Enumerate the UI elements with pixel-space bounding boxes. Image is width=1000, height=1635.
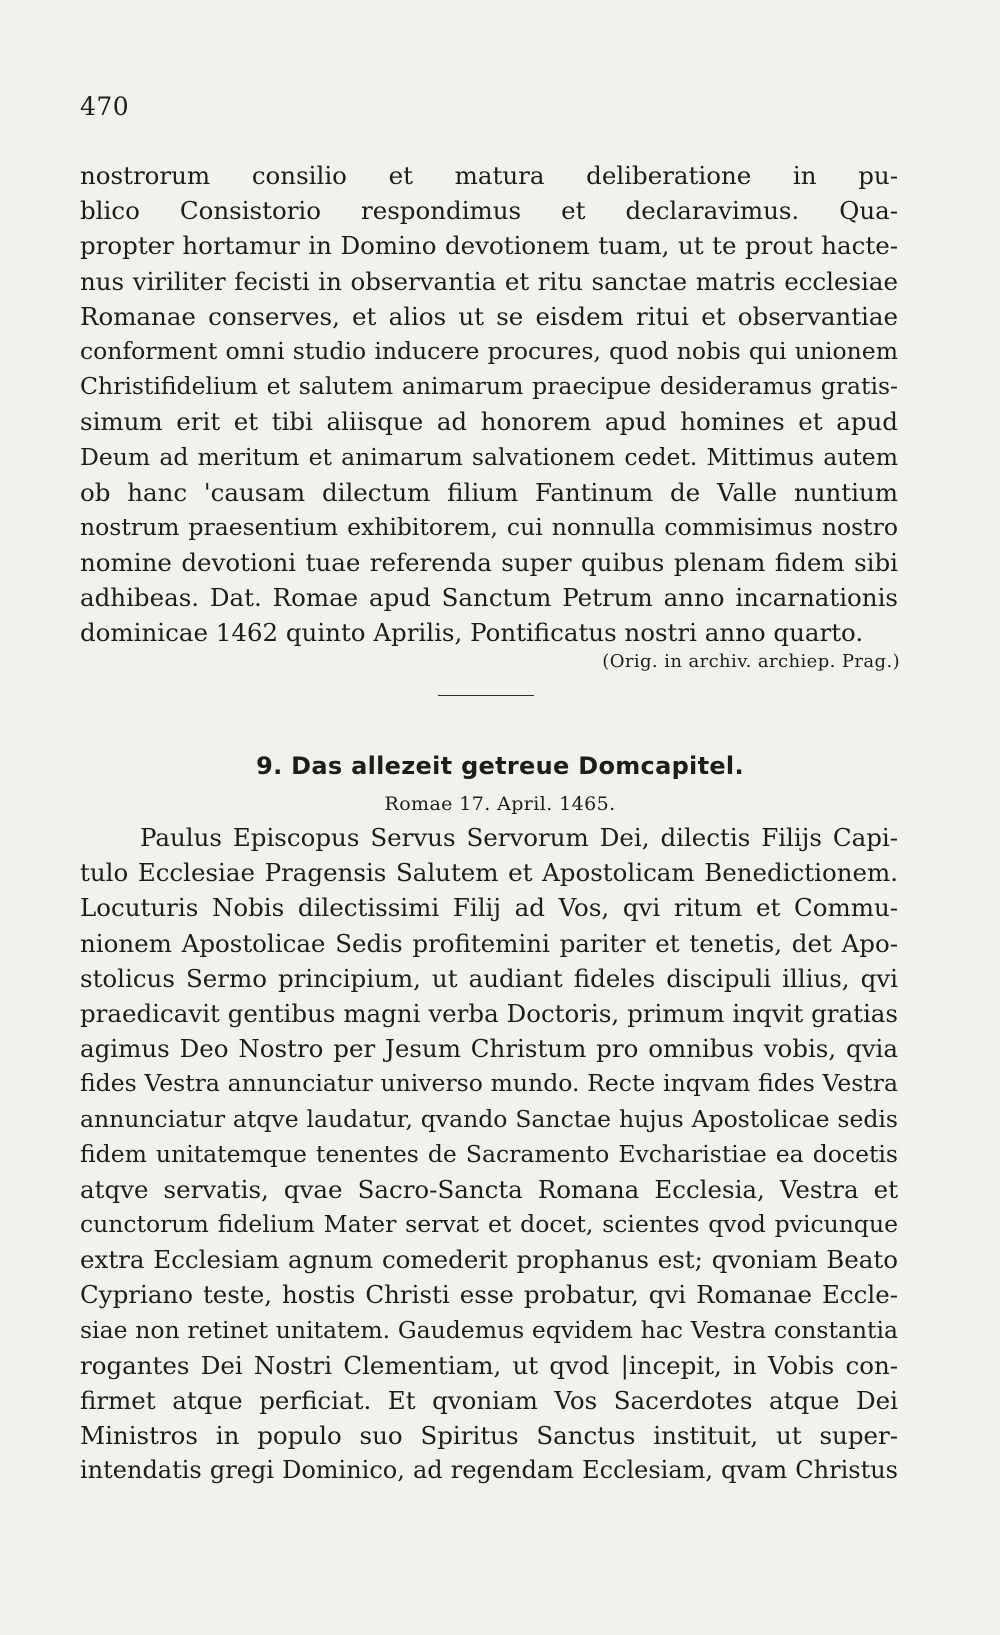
text-line: nus viriliter fecisti in observantia et ritu sanctae matris ecclesiae bbox=[80, 266, 898, 296]
text-line: firmet atque perficiat. Et qvoniam Vos Sacerdotes atque Dei bbox=[80, 1386, 898, 1415]
section-divider bbox=[438, 695, 534, 696]
text-line: blico Consistorio respondimus et declaravimus. Qua- bbox=[80, 196, 898, 226]
text-line: atqve servatis, qvae Sacro-Sancta Romana Ecclesia, Vestra et bbox=[80, 1174, 898, 1204]
text-line: nostrorum consilio et matura deliberatione in pu- bbox=[80, 161, 898, 190]
text-line: fides Vestra annunciatur universo mundo. Recte inqvam fides Vestra bbox=[80, 1069, 898, 1098]
section-heading: 9. Das allezeit getreue Domcapitel. bbox=[256, 752, 744, 780]
text-line: simum erit et tibi aliisque ad honorem apud homines et apud bbox=[80, 407, 898, 437]
text-line: praedicavit gentibus magni verba Doctoris, primum inqvit gratias bbox=[80, 998, 898, 1028]
letter-body-text bbox=[80, 820, 898, 1489]
text-line: nostrum praesentium exhibitorem, cui nonnulla commisimus nostro bbox=[80, 512, 898, 541]
text-line: Cypriano teste, hostis Christi esse probatur, qvi Romanae Eccle- bbox=[80, 1280, 898, 1310]
text-line: cunctorum fidelium Mater servat et docet, scientes qvod pvicunque bbox=[80, 1210, 898, 1239]
text-line: Romanae conserves, et alios ut se eisdem ritui et observantiae bbox=[80, 301, 898, 331]
text-line: rogantes Dei Nostri Clementiam, ut qvod |incepit, in Vobis con- bbox=[80, 1350, 898, 1380]
text-line: dominicae 1462 quinto Aprilis, Pontificatus nostri anno quarto. bbox=[80, 618, 864, 648]
page-number: 470 bbox=[80, 92, 130, 121]
text-line: Christifidelium et salutem animarum praecipue desideramus gratis- bbox=[80, 372, 898, 401]
letter-continuation-text bbox=[80, 158, 898, 651]
text-line: extra Ecclesiam agnum comederit prophanus est; qvoniam Beato bbox=[80, 1245, 898, 1275]
text-line: adhibeas. Dat. Romae apud Sanctum Petrum anno incarnationis bbox=[80, 583, 898, 613]
text-line: siae non retinet unitatem. Gaudemus eqvidem hac Vestra constantia bbox=[80, 1315, 898, 1344]
dateline: Romae 17. April. 1465. bbox=[384, 793, 616, 815]
text-line: annunciatur atqve laudatur, qvando Sanctae hujus Apostolicae sedis bbox=[80, 1104, 898, 1133]
text-line: fidem unitatemque tenentes de Sacramento Evcharistiae ea docetis bbox=[80, 1139, 898, 1168]
text-line: tulo Ecclesiae Pragensis Salutem et Apostolicam Benedictionem. bbox=[80, 858, 898, 888]
text-line: conforment omni studio inducere procures, quod nobis qui unionem bbox=[80, 336, 898, 365]
text-line: Paulus Episcopus Servus Servorum Dei, dilectis Filijs Capi- bbox=[140, 823, 898, 852]
text-line: propter hortamur in Domino devotionem tuam, ut te prout hacte- bbox=[80, 231, 898, 261]
text-line: intendatis gregi Dominico, ad regendam Ecclesiam, qvam Christus bbox=[80, 1456, 898, 1485]
text-line: stolicus Sermo principium, ut audiant fideles discipuli illius, qvi bbox=[80, 963, 898, 993]
text-line: Deum ad meritum et animarum salvationem cedet. Mittimus autem bbox=[80, 442, 898, 471]
text-line: nionem Apostolicae Sedis profitemini pariter et tenetis, det Apo- bbox=[80, 928, 898, 958]
text-line: ob hanc 'causam dilectum filium Fantinum de Valle nuntium bbox=[80, 477, 898, 507]
text-line: Locuturis Nobis dilectissimi Filij ad Vos, qvi ritum et Commu- bbox=[80, 893, 898, 923]
text-line: Ministros in populo suo Spiritus Sanctus instituit, ut super- bbox=[80, 1421, 898, 1451]
text-line: nomine devotioni tuae referenda super quibus plenam fidem sibi bbox=[80, 548, 898, 578]
source-citation: (Orig. in archiv. archiep. Prag.) bbox=[602, 651, 900, 672]
text-line: agimus Deo Nostro per Jesum Christum pro omnibus vobis, qvia bbox=[80, 1034, 898, 1064]
